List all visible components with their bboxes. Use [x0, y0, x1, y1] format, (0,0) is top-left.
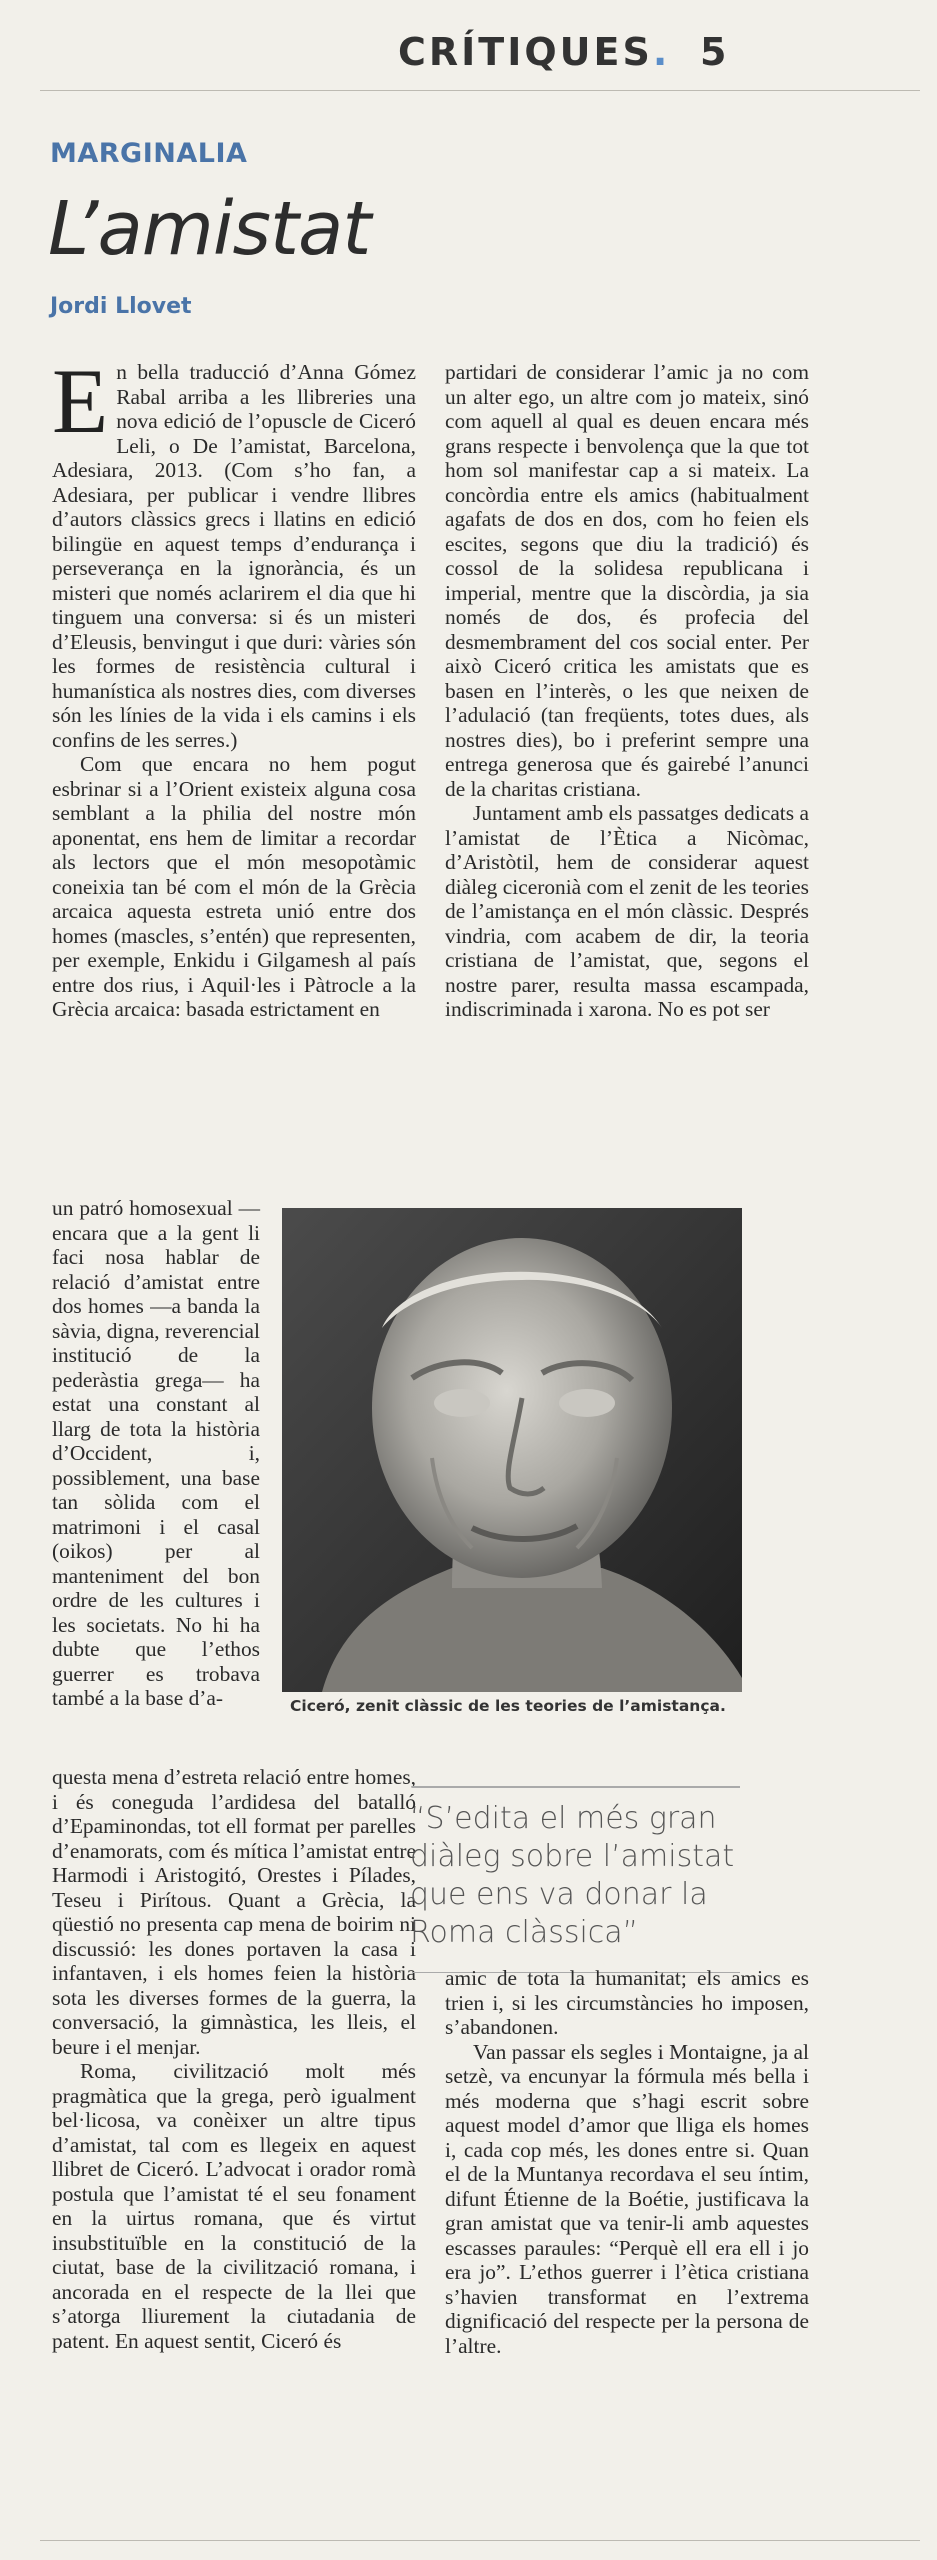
- paragraph-4: Juntament amb els passatges dedicats a l’amistat de l’Ètica a Nicòmac, d’Aristòtil, hem de considerar aquest diàleg ciceronià com el zenit de les teories de l’amistança en el món clàssic. Després vindria, com acabem de dir, la teoria cristiana de l’amistat, que, segons el nostre parer, resulta massa escampada, indiscriminada i xarona. No es pot ser: [445, 801, 809, 1021]
- paragraph-4-end: amic de tota la humanitat; els amics es trien i, si les circumstàncies ho imposen, s’abandonen.: [445, 1966, 809, 2039]
- column-left-bottom: [52, 1765, 416, 2353]
- page-number: 5: [700, 30, 727, 74]
- figure: [282, 1208, 742, 1722]
- paragraph-1: [52, 350, 416, 752]
- column-left-top: [52, 350, 416, 1022]
- pull-quote: “S’edita el més gran diàleg sobre l’amistat que ens va donar la Roma clàssica”: [410, 1801, 735, 1950]
- page-header: [0, 30, 937, 80]
- figure-caption: Ciceró, zenit clàssic de les teories de l’amistança.: [290, 1697, 726, 1715]
- column-right-top: [445, 360, 809, 1022]
- article-headline: L’amistat: [48, 186, 371, 272]
- drop-cap: E: [52, 350, 109, 452]
- column-right-bottom: [445, 1966, 809, 2358]
- paragraph-3: Roma, civilització molt més pragmàtica que la grega, però igualment bel·licosa, va conèixer un altre tipus d’amistat, tal com es llegeix en aquest llibret de Ciceró. L’advocat i orador romà postula que l’amistat té el seu fonament en la uirtus romana, que és virtut insubstituïble en la constitució de la ciutat, base de la civilització romana, i ancorada en el respecte de la llei que s’atorga lliurement la ciutadania de patent. En aquest sentit, Ciceró és: [52, 2059, 416, 2353]
- section-dot: .: [652, 30, 671, 74]
- cicero-bust-photo: [282, 1208, 742, 1692]
- cicero-bust-illustration: [282, 1208, 742, 1692]
- paragraph-2-middle: un patró homosexual —encara que a la gent li faci nosa hablar de relació d’amistat entre dos homes —a banda la sàvia, digna, reverencial institució de la pederàstia grega— ha estat una constant al llarg de tota la història d’Occident, i, possiblement, una base tan sòlida com el matrimoni i el casal (oikos) per al manteniment del bon ordre de les cultures i les societats. No hi ha dubte que l’ethos guerrer es trobava també a la base d’a-: [52, 1196, 260, 1710]
- paragraph-1-text: n bella traducció d’Anna Gómez Rabal arriba a les llibreries una nova edició de l’opuscle de Ciceró Leli, o De l’amistat, Barcelona, Adesiara, 2013. (Com s’ho fan, a Adesiara, per publicar i vendre llibres d’autors clàssics grecs i llatins en edició bilingüe en aquest temps d’endurança i perseverança en la ignorància, és un misteri que només aclarirem el dia que hi tinguem una conversa: si és un misteri d’Eleusis, benvingut i que duri: vàries són les formes de resistència cultural i humanística als nostres dies, com diverses són les línies de la vida i els camins i els confins de les serres.): [52, 360, 416, 752]
- article-byline: Jordi Llovet: [50, 294, 192, 319]
- section-name: CRÍTIQUES.: [398, 30, 671, 74]
- paragraph-5: Van passar els segles i Montaigne, ja al setzè, va encunyar la fórmula més bella i més moderna que s’hagi escrit sobre aquest model d’amor que lliga els homes i, cada cop més, les dones entre si. Quan el de la Muntanya recordava el seu íntim, difunt Étienne de la Boétie, justificava la gran amistat que va tenir-li amb aquestes escasses paraules: “Perquè ell era ell i jo era jo”. L’ethos guerrer i l’ètica cristiana s’havien transformat en l’extrema dignificació del respecte per la persona de l’altre.: [445, 2039, 809, 2358]
- section-kicker: MARGINALIA: [50, 138, 248, 169]
- paragraph-3-continued: partidari de considerar l’amic ja no com un alter ego, un altre com jo mateix, sinó com aquell al qual es deuen encara més grans respecte i benvolença que la que tot hom sol manifestar cap a si mateix. La concòrdia entre els amics (habitualment agafats de dos en dos, com ho feien els escites, segons que diu la tradició) és cossol de la solidesa republicana i imperial, mentre que la discòrdia, ja sia només de dos, és profecia del desmembrament del cos social enter. Per això Ciceró critica les amistats que es basen en l’interès, o les que neixen de l’adulació (tan freqüents, totes dues, als nostres dies), bo i preferint sempre una entrega generosa que és gairebé l’anunci de la charitas cristiana.: [445, 360, 809, 801]
- header-divider: [40, 90, 920, 91]
- paragraph-2-end: questa mena d’estreta relació entre homes, i és coneguda l’ardidesa del batalló d’Epaminondas, tot ell format per parelles d’enamorats, com és mítica l’amistat entre Harmodi i Aristogitó, Orestes i Pílades, Teseu i Pirítous. Quant a Grècia, la qüestió no presenta cap mena de boirim ni discussió: les dones portaven la casa i infantaven, i els homes feien la història sota les diverses formes de la guerra, la conversació, la gimnàstica, les lleis, el beure i el menjar.: [52, 1765, 416, 2059]
- pull-quote-rule-top: [412, 1786, 740, 1788]
- paragraph-2-start: Com que encara no hem pogut esbrinar si a l’Orient existeix alguna cosa semblant a la philia del nostre món aponentat, ens hem de limitar a recordar als lectors que el món mesopotàmic coneixia tan bé com el món de la Grècia arcaica aquesta estreta unió entre dos homes (mascles, s’entén) que representen, per exemple, Enkidu i Gilgamesh al país entre dos rius, i Aquil·les i Pàtrocle a la Grècia arcaica: basada estrictament en: [52, 752, 416, 1021]
- column-narrow: [52, 1196, 260, 1711]
- bottom-divider: [40, 2540, 920, 2541]
